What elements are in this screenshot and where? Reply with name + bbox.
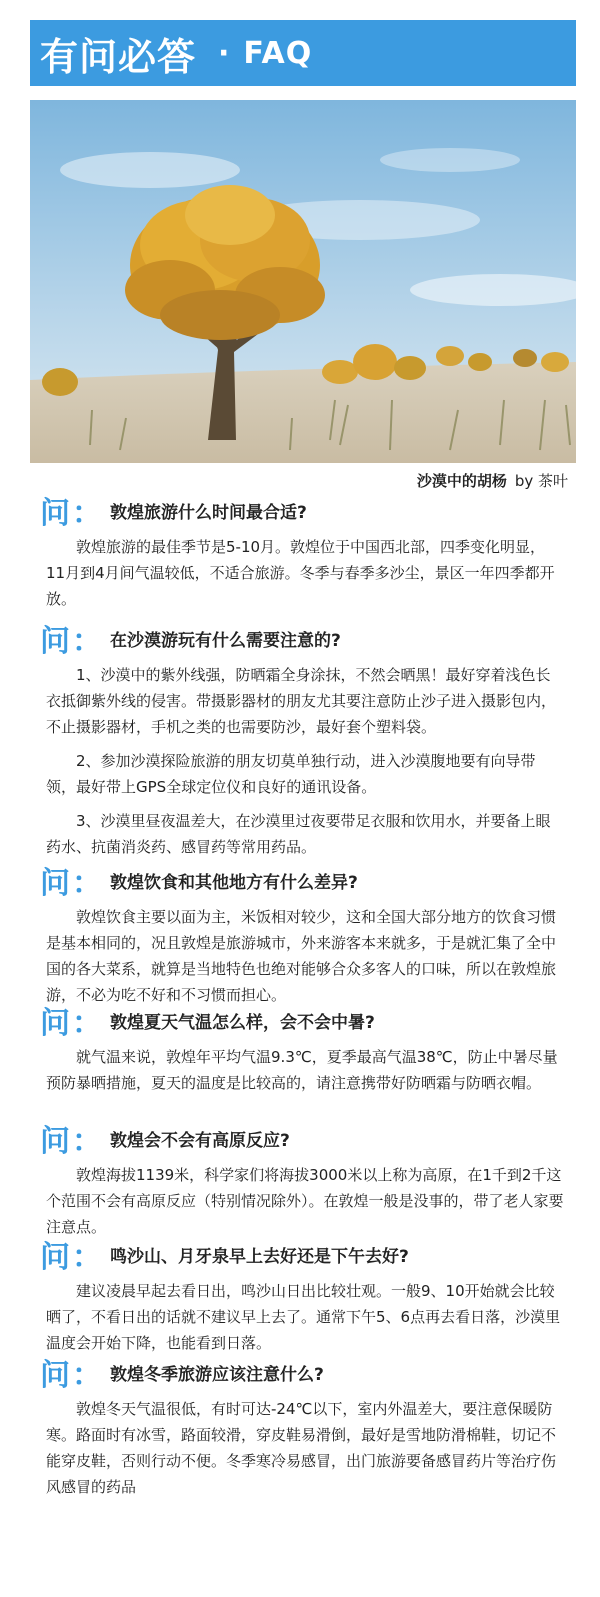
caption-title: 沙漠中的胡杨: [416, 472, 507, 490]
question-text: 敦煌饮食和其他地方有什么差异?: [110, 872, 358, 893]
question-marker: 问：: [40, 1006, 104, 1041]
header-subtitle: FAQ: [243, 35, 313, 71]
question-text: 鸣沙山、月牙泉早上去好还是下午去好?: [110, 1246, 409, 1267]
question-text: 在沙漠游玩有什么需要注意的?: [110, 630, 341, 651]
answer-paragraph: 敦煌旅游的最佳季节是5-10月。敦煌位于中国西北部，四季变化明显，11月到4月间气温较低，不适合旅游。冬季与春季多沙尘，景区一年四季都开放。: [46, 538, 555, 608]
answer-paragraph: 2、参加沙漠探险旅游的朋友切莫单独行动，进入沙漠腹地要有向导带领，最好带上GPS全球定位仪和良好的通讯设备。: [46, 752, 536, 796]
question-text: 敦煌会不会有高原反应?: [110, 1130, 290, 1151]
question-row: [40, 1236, 570, 1275]
question-marker: 问：: [40, 624, 104, 659]
answer-paragraph: 敦煌饮食主要以面为主，米饭相对较少，这和全国大部分地方的饮食习惯是基本相同的，况且敦煌是旅游城市，外来游客本来就多，于是就汇集了全中国的各大菜系，就算是当地特色也绝对能够合众多客人的口味，所以在敦煌旅游，不必为吃不好和不习惯而担心。: [46, 908, 557, 1004]
faq-item: [40, 1002, 570, 1096]
question-row: [40, 862, 570, 901]
question-marker: 问：: [40, 866, 104, 901]
answer-paragraph: 敦煌冬天气温很低，有时可达-24℃以下，室内外温差大，要注意保暖防寒。路面时有冰雪，路面较滑，穿皮鞋易滑倒，最好是雪地防滑棉鞋，切记不能穿皮鞋，否则行动不便。冬季寒冷易感冒，出门旅游要备感冒药片等治疗伤风感冒的药品: [46, 1400, 557, 1496]
header-separator: ·: [218, 35, 230, 71]
question-row: [40, 1002, 570, 1041]
faq-item: [40, 620, 570, 860]
question-row: [40, 620, 570, 659]
photo-caption: [417, 470, 568, 491]
answer-paragraph: 3、沙漠里昼夜温差大，在沙漠里过夜要带足衣服和饮用水，并要备上眼药水、抗菌消炎药、感冒药等常用药品。: [46, 812, 551, 856]
header-title: 有问必答: [40, 34, 197, 79]
answer-paragraph: 建议凌晨早起去看日出，鸣沙山日出比较壮观。一般9、10开始就会比较晒了，不看日出的话就不建议早上去了。通常下午5、6点再去看日落，沙漠里温度会开始下降，也能看到日落。: [46, 1282, 561, 1352]
header-banner: [30, 20, 576, 86]
faq-item: [40, 862, 570, 1008]
question-text: 敦煌旅游什么时间最合适?: [110, 502, 307, 523]
photo-illustration: [30, 100, 576, 463]
question-row: [40, 1354, 570, 1393]
faq-item: [40, 1354, 570, 1500]
desert-poplar-photo: [30, 100, 576, 463]
faq-item: [40, 1236, 570, 1356]
question-marker: 问：: [40, 1124, 104, 1159]
answer-paragraph: 敦煌海拔1139米，科学家们将海拔3000米以上称为高原，在1千到2千这个范围不会有高原反应（特别情况除外）。在敦煌一般是没事的，带了老人家要注意点。: [46, 1166, 564, 1236]
faq-item: [40, 492, 570, 612]
question-text: 敦煌冬季旅游应该注意什么?: [110, 1364, 324, 1385]
question-row: [40, 492, 570, 531]
question-marker: 问：: [40, 1358, 104, 1393]
question-row: [40, 1120, 570, 1159]
answer-paragraph: 就气温来说，敦煌年平均气温9.3℃，夏季最高气温38℃，防止中暑尽量预防暴晒措施，夏天的温度是比较高的，请注意携带好防晒霜与防晒衣帽。: [46, 1048, 558, 1092]
question-marker: 问：: [40, 496, 104, 531]
faq-item: [40, 1120, 570, 1240]
question-text: 敦煌夏天气温怎么样，会不会中暑?: [110, 1012, 375, 1033]
answer-paragraph: 1、沙漠中的紫外线强，防晒霜全身涂抹，不然会晒黑！最好穿着浅色长衣抵御紫外线的侵害。带摄影器材的朋友尤其要注意防止沙子进入摄影包内，不止摄影器材，手机之类的也需要防沙，最好套个塑料袋。: [46, 666, 557, 736]
caption-author: by 茶叶: [514, 472, 568, 490]
question-marker: 问：: [40, 1240, 104, 1275]
